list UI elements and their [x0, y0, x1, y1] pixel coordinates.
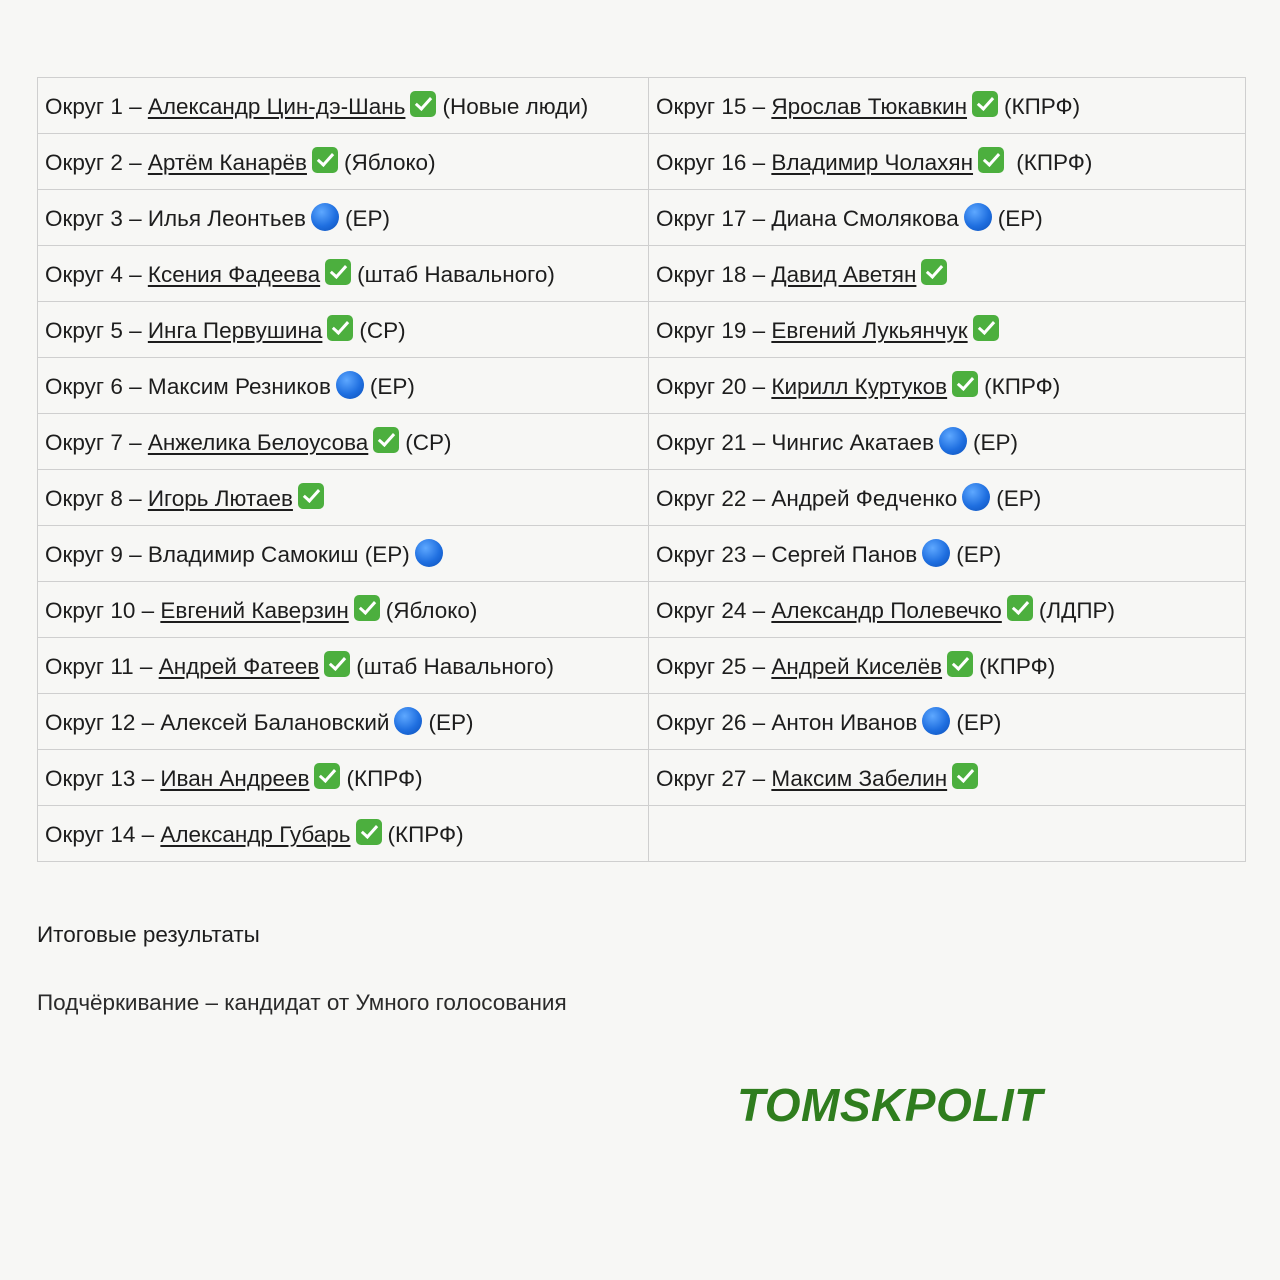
results-table-body [38, 78, 1246, 862]
table-row [38, 246, 1246, 302]
district-label: Округ 21 – [656, 430, 772, 455]
candidate-name-smart-vote: Андрей Киселёв [771, 654, 943, 679]
table-row [38, 414, 1246, 470]
party-label: (КПРФ) [1010, 150, 1093, 175]
district-cell [38, 750, 649, 806]
candidate-name-smart-vote: Максим Забелин [771, 766, 948, 791]
district-label: Округ 20 – [656, 374, 772, 399]
candidate-name: Диана Смолякова [771, 206, 959, 231]
candidate-name-smart-vote: Ярослав Тюкавкин [771, 94, 968, 119]
tomskpolit-logo: TOMSKPOLIT [737, 1079, 1043, 1131]
district-cell [38, 134, 649, 190]
candidate-name-smart-vote: Александр Полевечко [771, 598, 1002, 623]
district-label: Округ 17 – [656, 206, 772, 231]
district-cell [38, 806, 649, 862]
district-cell [649, 414, 1246, 470]
blue-circle-icon [964, 203, 992, 231]
district-cell [649, 190, 1246, 246]
district-label: Округ 23 – [656, 542, 772, 567]
district-cell [649, 526, 1246, 582]
district-label: Округ 2 – [45, 150, 148, 175]
check-icon [947, 651, 973, 677]
check-icon [354, 595, 380, 621]
district-label: Округ 22 – [656, 486, 772, 511]
candidate-name-smart-vote: Игорь Лютаев [147, 486, 293, 511]
table-row [38, 302, 1246, 358]
party-label: (КПРФ) [1004, 94, 1081, 119]
check-icon [324, 651, 350, 677]
check-icon [325, 259, 351, 285]
candidate-name: Антон Иванов [771, 710, 918, 735]
candidate-name-smart-vote: Владимир Чолахян [771, 150, 974, 175]
district-label: Округ 18 – [656, 262, 772, 287]
check-icon [952, 763, 978, 789]
blue-circle-icon [311, 203, 339, 231]
district-cell [38, 526, 649, 582]
district-label: Округ 15 – [656, 94, 772, 119]
party-label: (Новые люди) [442, 94, 589, 119]
blue-circle-icon [415, 539, 443, 567]
check-icon [356, 819, 382, 845]
candidate-name: Сергей Панов [771, 542, 918, 567]
party-label: (ЕР) [428, 710, 474, 735]
check-icon [972, 91, 998, 117]
party-label: (КПРФ) [979, 654, 1056, 679]
party-label: (ЕР) [956, 542, 1002, 567]
blue-circle-icon [922, 539, 950, 567]
district-label: Округ 13 – [45, 766, 161, 791]
party-label: (штаб Навального) [357, 262, 555, 287]
district-label: Округ 5 – [45, 318, 148, 343]
candidate-name-smart-vote: Иван Андреев [160, 766, 310, 791]
district-label: Округ 25 – [656, 654, 772, 679]
district-label: Округ 1 – [45, 94, 148, 119]
district-cell [649, 470, 1246, 526]
check-icon [1007, 595, 1033, 621]
district-label: Округ 10 – [45, 598, 161, 623]
table-row [38, 694, 1246, 750]
party-label: (КПРФ) [387, 822, 464, 847]
district-cell [649, 78, 1246, 134]
table-row [38, 470, 1246, 526]
district-cell [38, 358, 649, 414]
candidate-name-smart-vote: Андрей Фатеев [158, 654, 320, 679]
district-label: Округ 27 – [656, 766, 772, 791]
district-label: Округ 24 – [656, 598, 772, 623]
district-label: Округ 19 – [656, 318, 772, 343]
check-icon [952, 371, 978, 397]
party-label: (КПРФ) [984, 374, 1061, 399]
district-cell [649, 134, 1246, 190]
district-label: Округ 14 – [45, 822, 161, 847]
candidate-name-smart-vote: Александр Цин-дэ-Шань [147, 94, 406, 119]
blue-circle-icon [394, 707, 422, 735]
candidate-name: Илья Леонтьев [147, 206, 307, 231]
district-label: Округ 26 – [656, 710, 772, 735]
candidate-name: Владимир Самокиш (ЕР) [147, 542, 410, 567]
party-label: (СР) [405, 430, 452, 455]
party-label: (Яблоко) [385, 598, 478, 623]
candidate-name: Чингис Акатаев [771, 430, 935, 455]
check-icon [314, 763, 340, 789]
party-label: (ЕР) [996, 486, 1042, 511]
blue-circle-icon [939, 427, 967, 455]
table-row [38, 134, 1246, 190]
candidate-name-smart-vote: Евгений Лукьянчук [771, 318, 968, 343]
district-cell [649, 638, 1246, 694]
table-row [38, 582, 1246, 638]
party-label: (СР) [359, 318, 406, 343]
district-label: Округ 8 – [45, 486, 148, 511]
party-label: (ЕР) [369, 374, 415, 399]
party-label: (КПРФ) [346, 766, 423, 791]
party-label: (ЕР) [997, 206, 1043, 231]
district-label: Округ 7 – [45, 430, 148, 455]
check-icon [410, 91, 436, 117]
district-cell [649, 750, 1246, 806]
district-label: Округ 6 – [45, 374, 148, 399]
results-table [37, 77, 1246, 862]
candidate-name-smart-vote: Анжелика Белоусова [147, 430, 369, 455]
check-icon [312, 147, 338, 173]
district-label: Округ 12 – [45, 710, 161, 735]
district-cell [649, 694, 1246, 750]
district-label: Округ 3 – [45, 206, 148, 231]
candidate-name-smart-vote: Кирилл Куртуков [771, 374, 948, 399]
check-icon [298, 483, 324, 509]
candidate-name-smart-vote: Артём Канарёв [147, 150, 307, 175]
table-row [38, 78, 1246, 134]
district-cell [38, 190, 649, 246]
party-label: (штаб Навального) [356, 654, 554, 679]
table-row [38, 190, 1246, 246]
district-label: Округ 9 – [45, 542, 148, 567]
candidate-name-smart-vote: Инга Первушина [147, 318, 323, 343]
blue-circle-icon [922, 707, 950, 735]
caption-title: Итоговые результаты [37, 922, 260, 947]
candidate-name: Максим Резников [147, 374, 331, 399]
district-cell [649, 358, 1246, 414]
district-cell [38, 470, 649, 526]
table-row [38, 806, 1246, 862]
candidate-name: Алексей Балановский [160, 710, 390, 735]
district-cell [38, 582, 649, 638]
caption-note: Подчёркивание – кандидат от Умного голосования [37, 990, 567, 1015]
table-row [38, 526, 1246, 582]
check-icon [973, 315, 999, 341]
party-label: (ЛДПР) [1038, 598, 1115, 623]
district-label: Округ 11 – [45, 654, 159, 679]
district-cell [38, 414, 649, 470]
candidate-name-smart-vote: Александр Губарь [160, 822, 351, 847]
table-row [38, 750, 1246, 806]
table-row [38, 358, 1246, 414]
candidate-name: Андрей Федченко [771, 486, 958, 511]
district-cell [649, 302, 1246, 358]
empty-cell [649, 806, 1246, 862]
district-cell [38, 78, 649, 134]
party-label: (ЕР) [345, 206, 391, 231]
check-icon [978, 147, 1004, 173]
district-label: Округ 4 – [45, 262, 148, 287]
table-row [38, 638, 1246, 694]
blue-circle-icon [962, 483, 990, 511]
check-icon [921, 259, 947, 285]
district-cell [649, 582, 1246, 638]
check-icon [327, 315, 353, 341]
party-label: (ЕР) [973, 430, 1019, 455]
district-cell [38, 694, 649, 750]
district-cell [38, 302, 649, 358]
party-label: (ЕР) [956, 710, 1002, 735]
district-cell [38, 246, 649, 302]
blue-circle-icon [336, 371, 364, 399]
district-cell [649, 246, 1246, 302]
candidate-name-smart-vote: Давид Аветян [771, 262, 917, 287]
check-icon [373, 427, 399, 453]
candidate-name-smart-vote: Ксения Фадеева [147, 262, 321, 287]
district-cell [38, 638, 649, 694]
district-label: Округ 16 – [656, 150, 772, 175]
party-label: (Яблоко) [343, 150, 436, 175]
candidate-name-smart-vote: Евгений Каверзин [160, 598, 349, 623]
